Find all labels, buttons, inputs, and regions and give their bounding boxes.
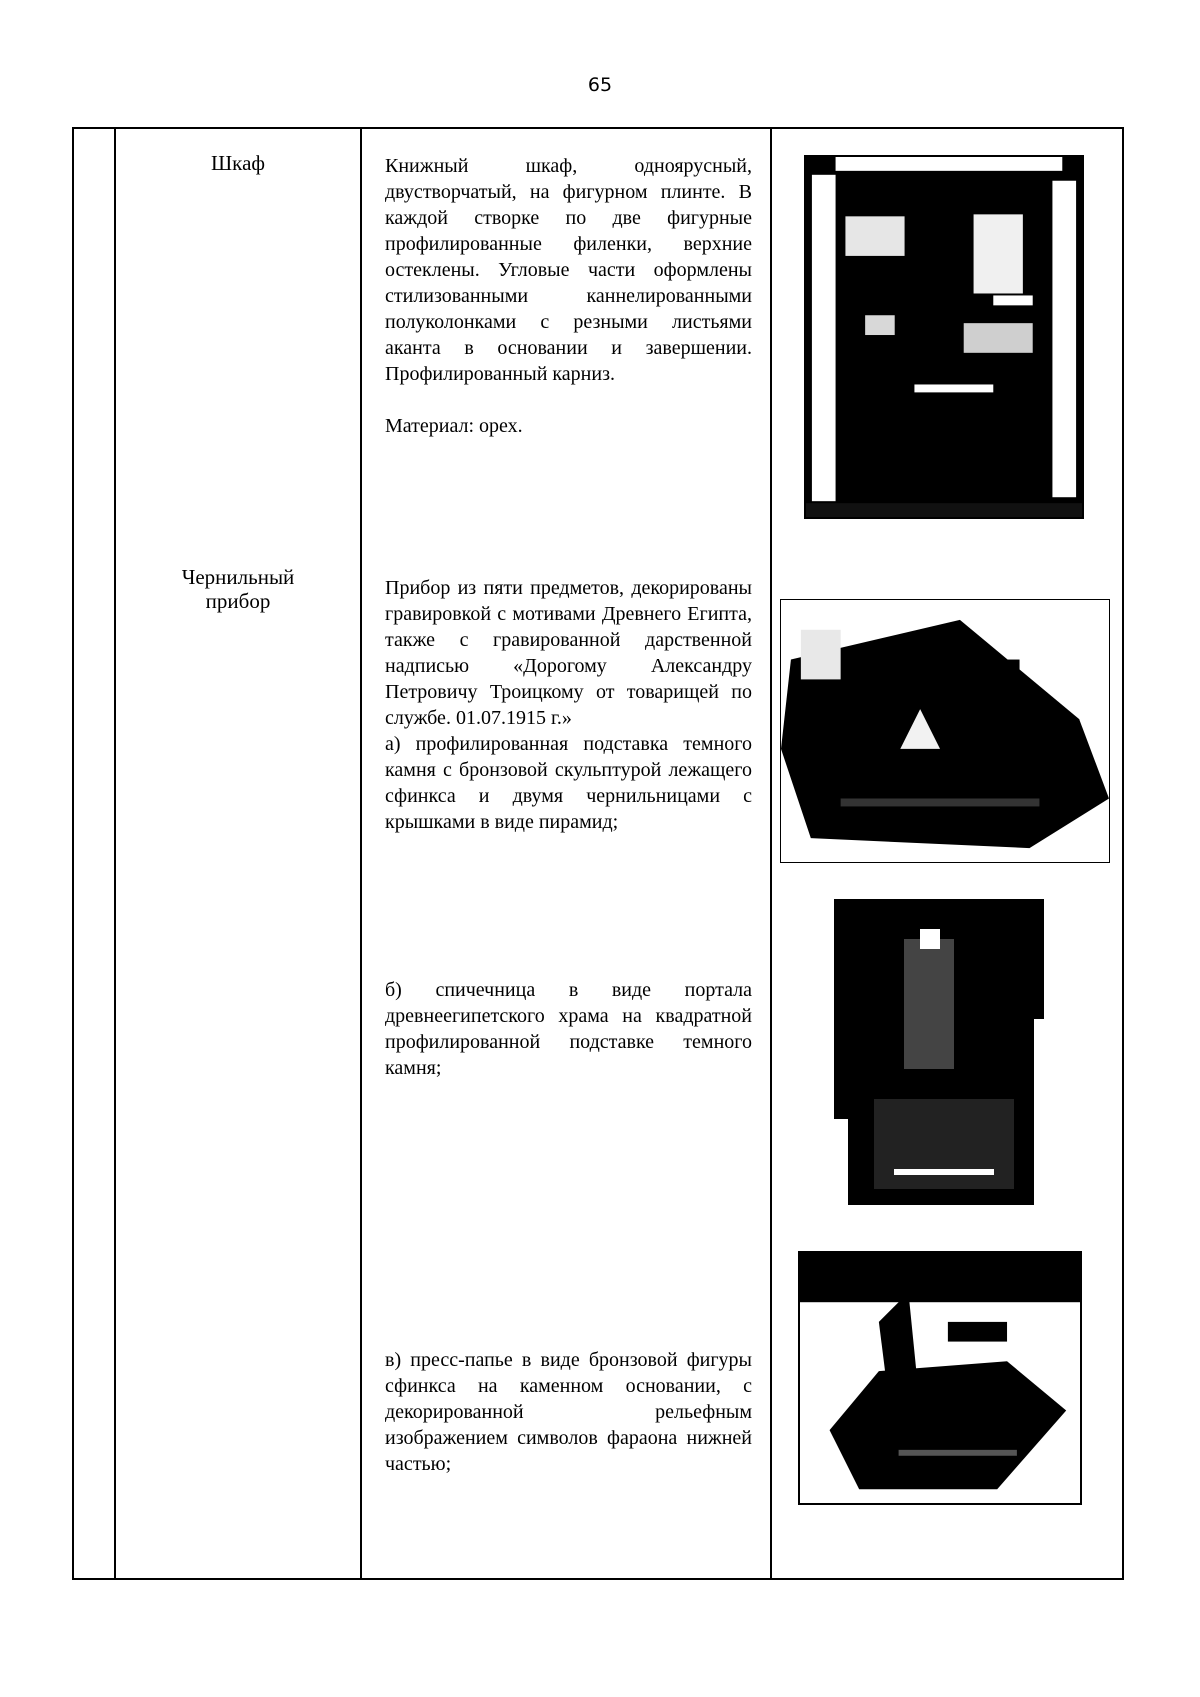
cabinet-description-text: Книжный шкаф, одноярусный, двустворчатый, на фигурном плинте. В каждой створке по две фигурные профилированные филенки, верхние остеклены. Угловые части оформлены стилизованными каннелированными полуколонками с резными листьями аканта в основании и завершении. Профилированный карниз. — [385, 155, 752, 385]
column-divider — [770, 129, 772, 1578]
column-divider — [360, 129, 362, 1578]
ink-set-item-b: б) спичечница в виде портала древнеегипетского храма на квадратной профилированной подставке темного камня; — [385, 979, 752, 1079]
ink-set-name-line2: прибор — [205, 589, 271, 613]
ink-stand-photo — [780, 599, 1110, 863]
ink-set-item-c: в) пресс-папье в виде бронзовой фигуры сфинкса на каменном основании, с декорированной рельефным изображением символов фараона нижней частью; — [385, 1349, 752, 1475]
catalog-table — [72, 127, 1124, 1580]
item-description-cabinet — [385, 153, 752, 439]
ink-set-name-line1: Чернильный — [181, 565, 295, 589]
item-name-cabinet: Шкаф — [211, 151, 265, 175]
cabinet-photo — [804, 155, 1084, 519]
ink-set-item-a: а) профилированная подставка темного камня с бронзовой скульптурой лежащего сфинкса и двумя чернильницами с крышками в виде пирамид; — [385, 733, 752, 833]
paperweight-photo — [798, 1251, 1082, 1505]
cabinet-material-text: Материал: орех. — [385, 415, 523, 437]
ink-set-description-text: Прибор из пяти предметов, декорированы гравировкой с мотивами Древнего Египта, также с гравированной дарственной надписью «Дорогому Александру Петровичу Троицкому от товарищей по службе. 01.07.1915 г.» — [385, 577, 752, 729]
item-description-ink-set — [385, 575, 752, 835]
item-name-ink-set — [116, 565, 360, 613]
match-holder-photo — [834, 899, 1044, 1205]
page-number: 65 — [587, 74, 613, 96]
column-divider — [114, 129, 116, 1578]
